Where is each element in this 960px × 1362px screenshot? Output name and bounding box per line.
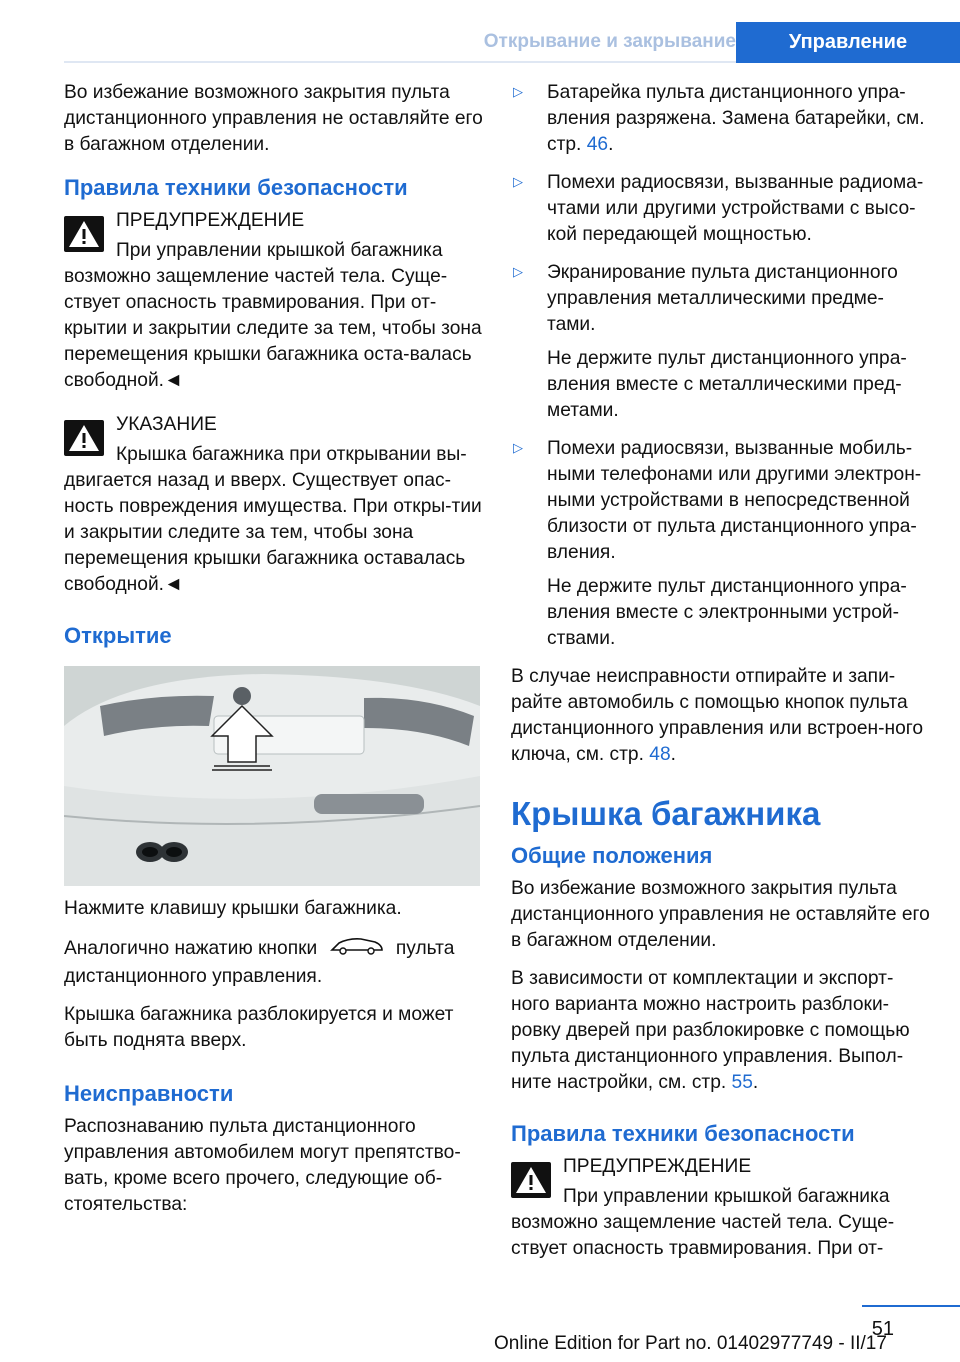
triangle-bullet-icon: ▷	[513, 174, 523, 189]
edition-note: Online Edition for Part no. 01402977749 - II/17	[494, 1333, 887, 1354]
list-item	[511, 260, 931, 424]
list-item-text: Батарейка пульта дистанционного упра-вления разряжена. Замена батарейки, см. стр.	[547, 82, 925, 155]
fault-action-text: В случае неисправности отпирайте и запи-райте автомобиль с помощью кнопок пульта дистанционного управления или встроен-ного ключа, см. стр.	[511, 666, 923, 765]
press-instruction: Нажмите клавишу крышки багажника.	[64, 898, 402, 919]
config-paragraph	[511, 966, 931, 1096]
config-text: В зависимости от комплектации и экспорт-ного варианта можно настроить разблоки-ровку дверей при разблокировке с помощью пульта дистанционного управления. Выпол-ните настройки, см. стр.	[511, 968, 910, 1093]
warning-text: возможно защемление частей тела. Суще-ствует опасность травмирования. При от-крытии и закрытии следите за тем, чтобы зона перемещения крышки багажника оста-валась свободной.◄	[64, 266, 482, 391]
safety-heading: Правила техники безопасности	[511, 1121, 855, 1146]
list-item-advice: Не держите пульт дистанционного упра-вления вместе с электронными устрой-ствами.	[547, 576, 907, 649]
header-section-title: Открывание и закрывание	[483, 31, 736, 52]
list-item-advice: Не держите пульт дистанционного упра-вления вместе с металлическими пред-метами.	[547, 348, 907, 421]
warning-text: возможно защемление частей тела. Суще-ствует опасность травмирования. При от-	[511, 1212, 895, 1259]
fault-list	[511, 80, 931, 652]
analog-instruction	[64, 934, 484, 990]
analog-text-after: пульта дистанционного управления.	[64, 938, 455, 987]
triangle-bullet-icon: ▷	[513, 264, 523, 279]
header-rule	[64, 61, 736, 63]
warning-title: ПРЕДУПРЕЖДЕНИЕ	[116, 210, 305, 231]
footer-rule	[862, 1305, 960, 1307]
intro-paragraph: Во избежание возможного закрытия пульта дистанционного управления не оставляйте его в багажном отделении.	[64, 82, 483, 155]
list-item-text: Помехи радиосвязи, вызванные мобиль-ными телефонами или другими электрон-ными устройствами в непосредственной близости от пульта дистанционного упра-вления.	[547, 438, 922, 563]
triangle-bullet-icon: ▷	[513, 84, 523, 99]
faults-paragraph: Распознаванию пульта дистанционного управления автомобилем могут препятство-вать, кроме всего прочего, следующие об-стоятельства:	[64, 1116, 461, 1215]
page-number: 51	[871, 1318, 894, 1340]
left-column	[64, 80, 484, 1230]
warning-text-first: При управлении крышкой багажника	[563, 1186, 890, 1207]
list-item-text: Помехи радиосвязи, вызванные радиома-чтами или другими устройствами с высо-кой передающей мощностью.	[547, 172, 924, 245]
car-trunk-button-icon	[329, 934, 385, 964]
trunk-lid-heading: Крышка багажника	[511, 795, 821, 832]
warning-triangle-icon	[511, 1162, 551, 1198]
analog-text-before: Аналогично нажатию кнопки	[64, 938, 318, 960]
warning-block	[64, 208, 484, 394]
list-item	[511, 170, 931, 248]
header-chapter-tab[interactable]: Управление	[736, 22, 960, 63]
unlock-paragraph: Крышка багажника разблокируется и может быть поднята вверх.	[64, 1004, 454, 1051]
note-text: двигается назад и вверх. Существует опас-ность повреждения имущества. При откры-тии и закрытии следите за тем, чтобы зона перемещения крышки багажника оставалась свободной.◄	[64, 470, 482, 595]
fault-action-paragraph	[511, 664, 931, 768]
page-link[interactable]: 55	[731, 1072, 753, 1093]
warning-block	[511, 1154, 931, 1262]
list-item-text: Экранирование пульта дистанционного управления металлическими предме-тами.	[547, 262, 898, 335]
warning-triangle-icon	[64, 420, 104, 456]
config-tail: .	[752, 1072, 759, 1093]
list-item-tail: .	[608, 134, 614, 155]
general-paragraph: Во избежание возможного закрытия пульта дистанционного управления не оставляйте его в багажном отделении.	[511, 878, 930, 951]
warning-text-first: При управлении крышкой багажника	[116, 240, 443, 261]
note-title: УКАЗАНИЕ	[116, 414, 217, 435]
triangle-bullet-icon: ▷	[513, 440, 523, 455]
general-heading: Общие положения	[511, 843, 713, 868]
note-text-first: Крышка багажника при открывании вы-	[116, 444, 467, 465]
trunk-button-illustration	[64, 666, 480, 886]
list-item	[511, 80, 931, 158]
list-item	[511, 436, 931, 652]
page-link[interactable]: 48	[649, 744, 671, 765]
warning-title: ПРЕДУПРЕЖДЕНИЕ	[563, 1156, 752, 1177]
right-column	[511, 80, 931, 1272]
opening-heading: Открытие	[64, 623, 172, 648]
note-block	[64, 412, 484, 598]
safety-heading: Правила техники безопасности	[64, 175, 408, 200]
faults-heading: Неисправности	[64, 1081, 234, 1106]
page-link[interactable]: 46	[586, 134, 609, 155]
warning-triangle-icon	[64, 216, 104, 252]
fault-action-tail: .	[670, 744, 676, 765]
